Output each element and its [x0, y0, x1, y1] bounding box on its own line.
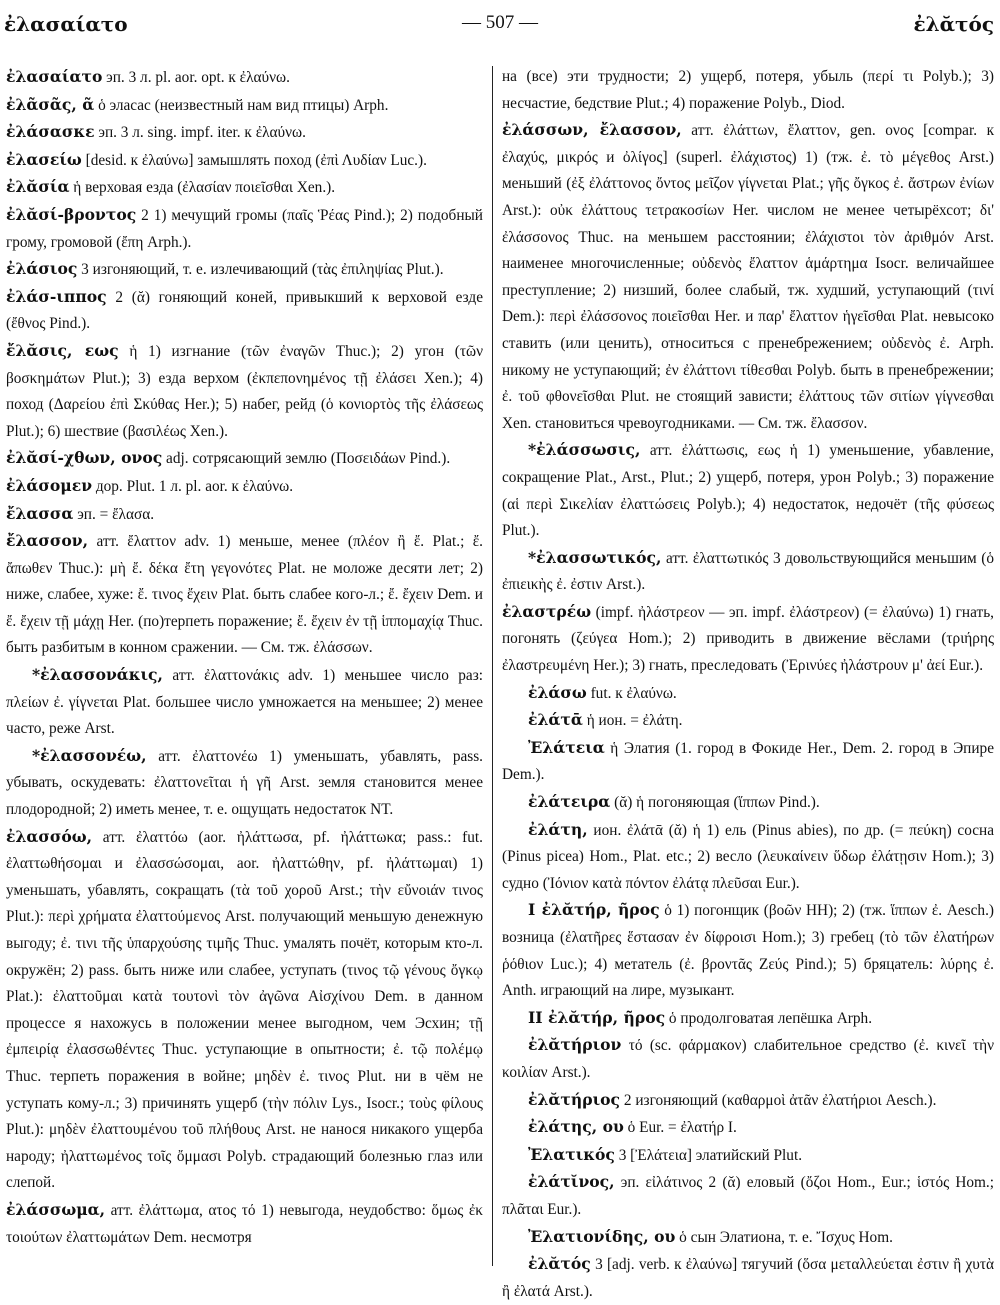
entry-definition: 3 [adj. verb. к ἐλαύνω] тягучий (ὅσα μεταλλεύεται ἐστιν ἢ χυτὰ ἢ ἐλατά Arst.). [502, 1256, 994, 1300]
entry-headword: Ἐλατιονίδης, ου [528, 1226, 676, 1246]
dictionary-entry [6, 501, 483, 529]
entry-definition: атт. ἐλάττωμα, ατος τό 1) невыгода, неудобство: ὅμως ἐκ τοιούτων ἐλαττωμάτων Dem. несмотря [6, 1201, 483, 1246]
page-header [0, 0, 1000, 46]
entry-definition: атт. ἐλαττόω (aor. ἠλάττωσα, pf. ἠλάττωκα; pass.: fut. ἐλαττωθήσομαι и ἐλασσώσομαι, aor. ἠλαττώθην, pf. ἠλάττωμαι) 1) уменьшать, убавлять, сокращать (τὰ τοῦ χοροῦ Arst.; τὴν εὔνοιάν τινος Plut.): περὶ χρήματα ἐλαττούμενος Arst. получающий меньшую денежную выгоду; ἐ. τινι τῆς ὑπαρχούσης τιμῆς Thuc. умалять почёт, которым кто-л. окружён; 2) pass. быть ниже или слабее, уступать (τινος τῷ γένους ὄγκῳ Plat.): ἐλαττοῦμαι κατὰ τουτονὶ τὸν ἀγῶνα Αἰσχίνου Dem. в данном процессе я нахожусь в положении менее выгодном, чем Эсхин; τῇ ἐμπειρίᾳ ἐλασσωθέντες Thuc. уступающие в опытности; ἐ. τῷ πολέμῳ Thuc. терпеть поражения в войне; μηδὲν ἐ. τινος Plut. ни в чём не уступать кому-л.; 3) причинять ущерб (τὴν πόλιν Lys., Isocr.; τοὺς φίλους Plut.): μηδὲν ἐλαττουμένου τοῦ πλήθους Arst. не нанося никакого ущерба народу; ἠλαττωμένος τοῖς ὄμμασι Polyb. страдающий болезнью глаз или слепой. [6, 828, 483, 1192]
entry-definition: 3 [Ἐλάτεια] элатийский Plut. [614, 1146, 803, 1164]
entry-headword: ἐλάσ-ιππος [6, 286, 107, 306]
entry-headword: Ἐλατικός [528, 1144, 615, 1164]
dictionary-entry [6, 256, 483, 284]
column-divider [492, 66, 493, 1266]
entry-headword: ἐλᾰτήριος [528, 1089, 621, 1109]
entry-definition: атт. ἔλαττον adv. 1) меньше, менее (πλέον ἢ ἔ. Plat.; ἔ. ἄπωθεν Thuc.): μὴ ἔ. δέκα ἔτη γεγονότες Plat. не моложе десяти лет; 2) ниже, слабее, хуже: ἔ. τινος ἔχειν Plat. быть слабее кого-л.; ἔ. ἔχειν Dem. и ἔ. ἔχειν τῇ μάχῃ Her. (по)терпеть поражение; ἔ. ἔχειν ἐν τῇ ἱππομαχίᾳ Thuc. быть разбитым в конном сражении. — См. тж. ἐλάσσων. [6, 533, 483, 657]
entry-headword: I ἐλᾰτήρ, ῆρος [528, 900, 660, 920]
entry-definition: 3 изгоняющий, т. е. излечивающий (τὰς ἐπιληψίας Plut.). [77, 261, 444, 279]
entry-definition: 2 1) мечущий громы (παῖς Ῥέας Pind.); 2) подобный грому, громовой (ἔπη Arph.). [6, 206, 483, 251]
entry-headword: *ἐλασσονέω, [32, 745, 147, 765]
dictionary-entry [502, 1114, 994, 1142]
right-guide-word: ἐλᾰτός [913, 12, 994, 36]
dictionary-entry [502, 545, 994, 599]
dictionary-entry [502, 117, 994, 437]
dictionary-entry [6, 743, 483, 824]
right-column [502, 64, 994, 1300]
entry-definition: на (все) эти трудности; 2) ущерб, потеря, убыль (περί τι Polyb.); 3) несчастие, бедствие Plut.; 4) поражение Polyb., Diod. [502, 68, 994, 112]
dictionary-entry [502, 817, 994, 898]
dictionary-entry [502, 64, 994, 117]
dictionary-entry [502, 789, 994, 817]
dictionary-entry [6, 147, 483, 175]
entry-headword: ἐλᾰσί-χθων, ονος [6, 448, 163, 468]
entry-headword: Ἐλάτεια [528, 737, 605, 757]
entry-definition: дор. Plut. 1 л. pl. aor. к ἐλαύνω. [92, 477, 294, 495]
entry-definition: (impf. ἠλάστρεον — эп. impf. ἐλάστρεον) (= ἐλαύνω) 1) гнать, погонять (ζεύγεα Hom.); 2) приводить в движение вёслами (τριήρης ἐλαστρευμένη Her.); 3) гнать, преследовать (Ἐρινύες ἠλάστρουν μ' ἀεί Eur.). [502, 603, 994, 675]
entry-headword: ἐλάτης, ου [528, 1117, 624, 1137]
entry-headword: *ἐλάσσωσις, [528, 440, 641, 460]
dictionary-entry [6, 528, 483, 662]
dictionary-entry [6, 64, 483, 92]
entry-headword: ἐλάτειρα [528, 792, 611, 812]
entry-definition: ἡ верховая езда (ἐλασίαν ποιεῖσθαι Xen.). [69, 179, 336, 197]
entry-definition: ὁ Eur. = ἐλατήρ I. [623, 1119, 737, 1137]
entry-definition: эп. = ἔλασα. [73, 505, 155, 523]
entry-headword: ἐλᾰτήριον [528, 1035, 622, 1055]
dictionary-entry [6, 202, 483, 256]
entry-definition: ἡ ион. = ἐλάτη. [582, 712, 683, 730]
entry-headword: ἐλάτᾱ [528, 710, 583, 730]
entry-definition: атт. ἐλαττωτικός 3 довольствующийся меньшим (ὁ ἐπιεικὴς ἐ. ἐστιν Arst.). [502, 549, 994, 594]
dictionary-entry [6, 1197, 483, 1251]
entry-definition: атт. ἐλαττονέω 1) уменьшать, убавлять, pass. убывать, оскудевать: ἐλαττονεῖται ἡ γῆ Arst. земля становится менее плодородной; 2) иметь менее, т. е. ощущать недостаток NT. [6, 747, 483, 819]
entry-headword: ἐλάσομεν [6, 475, 93, 495]
entry-definition: 2 (ᾰ) гоняющий коней, привыкший к верховой езде (ἔθνος Pind.). [6, 288, 483, 333]
entry-definition: adj. сотрясающий землю (Ποσειδάων Pind.). [162, 450, 451, 468]
entry-headword: ἐλάσω [528, 682, 587, 702]
dictionary-entry [502, 599, 994, 680]
entry-headword: ἐλᾰσία [6, 177, 70, 197]
dictionary-entry [6, 824, 483, 1197]
dictionary-entry [6, 662, 483, 743]
dictionary-entry [502, 897, 994, 1004]
entry-definition: ὁ продолговатая лепёшка Arph. [665, 1009, 873, 1027]
dictionary-entry [502, 1142, 994, 1170]
entry-headword: ἐλάτη, [528, 819, 588, 839]
entry-headword: ἔλᾰσις, εως [6, 340, 119, 360]
dictionary-entry [6, 284, 483, 338]
dictionary-entry [502, 707, 994, 735]
entry-headword: ἐλᾰσί-βροντος [6, 204, 137, 224]
entry-definition: 2 изгоняющий (καθαρμοὶ ἀτᾶν ἐλατήριοι Aesch.). [620, 1091, 937, 1109]
entry-headword: ἐλάσσωμα, [6, 1199, 106, 1219]
entry-headword: ἐλασσόω, [6, 826, 93, 846]
entry-definition: [desid. к ἐλαύνω] замышлять поход (ἐπὶ Λυδίαν Luc.). [81, 151, 427, 169]
entry-definition: ὁ сын Элатиона, т. е. Ἴσχυς Hom. [675, 1228, 893, 1246]
dictionary-entry [502, 1005, 994, 1033]
left-column [6, 64, 483, 1272]
entry-definition: (ᾰ) ἡ погоняющая (ἵππων Pind.). [610, 794, 820, 812]
entry-headword: ἐλᾶσᾶς, ᾶ [6, 94, 95, 114]
entry-definition: атт. ἐλαττονάκις adv. 1) меньшее число раз: πλείων ἐ. γίγνεται Plat. большее число умножается на меньшее; 2) менее часто, реже Arst. [6, 667, 483, 738]
page-number: — 507 — [462, 12, 538, 33]
entry-headword: ἐλᾰτός [528, 1254, 591, 1274]
dictionary-entry [502, 437, 994, 544]
dictionary-entry [6, 92, 483, 120]
entry-definition: атт. ἐλάττωσις, εως ἡ 1) уменьшение, убавление, сокращение Plat., Arst., Plut.; 2) ущерб, потеря, урон Polyb.; 3) поражение (αἱ περὶ Σικελίαν ἐλαττώσεις Polyb.); 4) недостаток, недочёт (τῆς φύσεως Plut.). [502, 442, 994, 540]
entry-headword: ἐλάτῐνος, [528, 1172, 615, 1192]
entry-headword: ἐλάσσων, ἔλασσον, [502, 120, 682, 140]
entry-definition: ὁ эласас (неизвестный нам вид птицы) Arph. [94, 96, 389, 114]
dictionary-entry [502, 735, 994, 789]
entry-headword: *ἐλασσωτικός, [528, 547, 662, 567]
entry-headword: ἐλαστρέω [502, 601, 592, 621]
entry-headword: ἐλάσιος [6, 259, 78, 279]
left-guide-word: ἐλασαίατο [4, 12, 128, 36]
entry-headword: ἐλασείω [6, 149, 82, 169]
entry-headword: *ἐλασσονάκις, [32, 665, 163, 685]
entry-headword: ἔλασσα [6, 503, 74, 523]
dictionary-entry [502, 680, 994, 708]
entry-definition: эп. 3 л. pl. aor. opt. к ἐλαύνω. [102, 69, 290, 86]
entry-definition: ἡ Элатия (1. город в Фокиде Her., Dem. 2. город в Эпире Dem.). [502, 739, 994, 784]
dictionary-entry [6, 174, 483, 202]
dictionary-entry [502, 1169, 994, 1223]
entry-definition: ион. ἐλάτᾱ (ᾰ) ἡ 1) ель (Pinus abies), по др. (= πεύκη) сосна (Pinus picea) Hom., Plat. etc.; 2) весло (λευκαίνειν ὕδωρ ἐλάτῃσιν Hom.); 3) судно (Ἰόνιον κατὰ πόντον ἐλάτᾳ πλεῦσαι Eur.). [502, 821, 994, 892]
dictionary-entry [6, 445, 483, 473]
dictionary-entry [6, 338, 483, 445]
entry-definition: эп. εἰλάτινος 2 (ᾰ) еловый (ὄζοι Hom., Eur.; ἱστός Hom.; πλᾶται Eur.). [502, 1174, 994, 1218]
dictionary-entry [502, 1087, 994, 1115]
entry-definition: атт. ἐλάττων, ἔλαττον, gen. ονος [compar. к ἐλαχύς, μικρός и ὀλίγος] (superl. ἐλάχιστος) 1) (тж. ἐ. τὸ μέγεθος Arst.) меньший (ἐξ ἐλάττονος ὄντος μεῖζον γίγνεται Plat.; γῆς ὄγκος ἐ. ἄστρων ἐνίων Arst.): οὐκ ἐλάττους τετρακοσίων Her. числом не менее четырёхсот; δι' ἐλάσσονος Thuc. на меньшем расстоянии; ἐλάχιστοι τὸν ἀριθμόν Arst. наименее многочисленные; οὐδενὸς ἔλαττον ἁμάρτημα Isocr. величайшее преступление; 2) низший, более слабый, тж. худший, уступающий (τινί Dem.): περὶ ἐλάσσονος ποιεῖσθαι Her. и παρ' ἔλαττον ἡγεῖσθαι Plat. невысоко ставить (или ценить), относиться с пренебрежением; οὐδενὸς ἐ. Arph. никому не уступающий; ἐν ἐλάττονι τίθεσθαι Polyb. быть в пренебрежении; ἐ. τοῦ φθονεῖσθαι Plut. не стоящий зависти; ἐλάττους τῶν σιτίων γίγνεσθαι Xen. становиться чревоугодниками. — См. тж. ἔλασσον. [502, 122, 994, 432]
entry-headword: ἐλασαίατο [6, 67, 103, 86]
dictionary-entry [502, 1032, 994, 1086]
dictionary-entry [502, 1224, 994, 1252]
entry-definition: fut. к ἐλαύνω. [586, 684, 677, 702]
entry-headword: II ἐλᾰτήρ, ῆρος [528, 1007, 666, 1027]
entry-headword: ἐλάσασκε [6, 122, 95, 142]
dictionary-entry [502, 1251, 994, 1305]
entry-definition: ἡ 1) изгнание (τῶν ἐναγῶν Thuc.); 2) угон (τῶν βοσκημάτων Plut.); 3) езда верхом (ἐκπεπονημένος τῇ ἐλάσει Xen.); 4) поход (Δαρείου ἐπὶ Σκύθας Her.); 5) набег, рейд (ὁ κονιορτὸς τῆς ἐλάσεως Plut.); 6) шествие (βασιλέως Xen.). [6, 342, 483, 440]
entry-definition: эп. 3 л. sing. impf. iter. к ἐλαύνω. [94, 124, 306, 142]
entry-definition: τό (sc. φάρμακον) слабительное средство (ἐ. κινεῖ τὴν κοιλίαν Arst.). [502, 1037, 994, 1081]
dictionary-entry [6, 119, 483, 147]
entry-definition: ὁ 1) погонщик (βοῶν HH); 2) (тж. ἵππων ἐ. Aesch.) возница (ἐλατῆρες ἕστασαν ἐν δίφροισι Hom.); 3) гребец (τὸ τῶν ἐλατήρων ῥόθιον Luc.); 4) метатель (ἐ. βροντᾶς Ζεύς Pind.); 5) бряцатель: λύρης ἐ. Anth. играющий на лире, музыкант. [502, 902, 994, 1000]
dictionary-entry [6, 473, 483, 501]
entry-headword: ἔλασσον, [6, 531, 89, 551]
